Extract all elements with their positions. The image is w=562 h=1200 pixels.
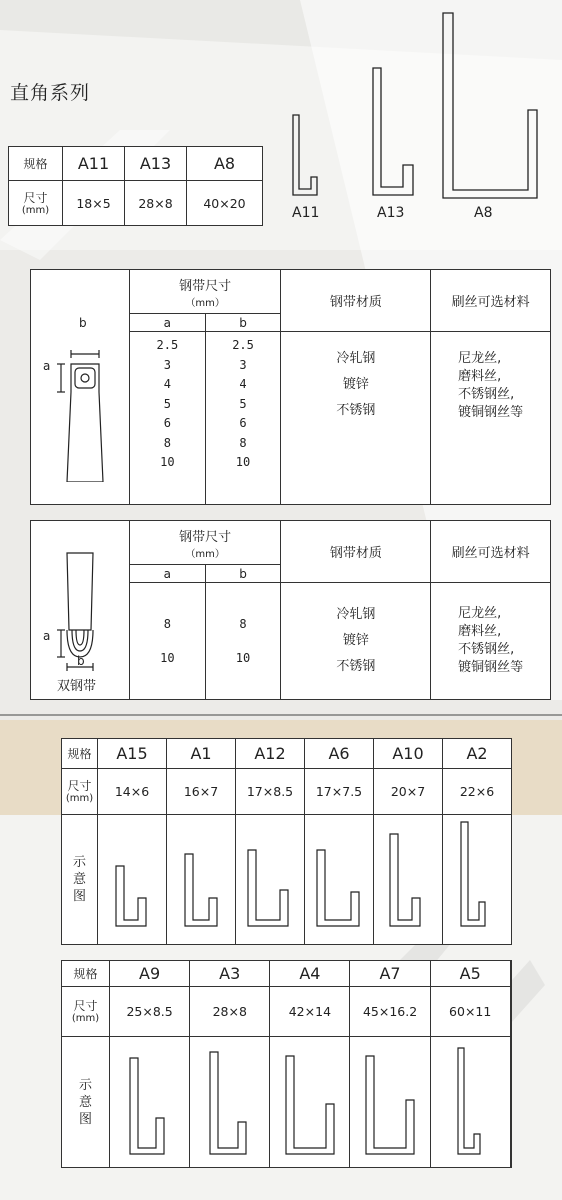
band-size-header-2	[130, 521, 281, 565]
diagram-label-b: b	[79, 316, 87, 330]
size-a11: 18×5	[63, 181, 125, 226]
unit-label-3: (mm)	[65, 793, 94, 804]
code-a7: A7	[350, 961, 430, 987]
code-a6: A6	[305, 739, 374, 769]
double-band-table	[30, 520, 551, 700]
code-a13: A13	[125, 147, 187, 181]
a-values-2: 8 10	[130, 583, 206, 700]
size-label-3: 尺寸	[67, 779, 92, 793]
col-a-header: a	[130, 314, 206, 332]
brush-header: 刷丝可选材料	[431, 270, 551, 332]
diagram-label-a: a	[43, 359, 51, 373]
size-label-4: 尺寸	[73, 999, 98, 1013]
material-header-2: 钢带材质	[281, 521, 431, 583]
size-a12: 17×8.5	[236, 769, 305, 815]
material-header: 钢带材质	[281, 270, 431, 332]
brush-header-2: 刷丝可选材料	[431, 521, 551, 583]
double-band-diagram-cell	[31, 521, 130, 700]
spec-table-4	[61, 960, 512, 1168]
spec-label-4: 规格	[62, 961, 110, 987]
size-a2: 22×6	[443, 769, 512, 815]
drawing-a3	[190, 1037, 270, 1168]
band-size-title: 钢带尺寸	[179, 278, 232, 294]
col-b-header-2: b	[205, 565, 281, 583]
col-b-header: b	[205, 314, 281, 332]
double-band-caption: 双钢带	[57, 679, 97, 694]
diagram-label-4: 示意图	[78, 1077, 92, 1127]
size-a10: 20×7	[374, 769, 443, 815]
drawing-a5	[430, 1037, 510, 1168]
code-a3: A3	[190, 961, 270, 987]
brush-options: 尼龙丝, 磨料丝, 不锈钢丝, 镀铜钢丝等	[458, 351, 524, 420]
band-size-unit-2: （mm）	[185, 548, 225, 560]
size-a9: 25×8.5	[110, 987, 190, 1037]
caption-a13: A13	[377, 205, 405, 221]
code-a9: A9	[110, 961, 190, 987]
b-values: 2.5 3 4 5 6 8 10	[205, 332, 281, 505]
code-a2: A2	[443, 739, 512, 769]
col-a-header-2: a	[130, 565, 206, 583]
profile-a13	[373, 68, 413, 195]
diagram-label-a-2: a	[43, 629, 51, 643]
drawing-a9	[110, 1037, 190, 1168]
diagram-label-b-2: b	[77, 654, 85, 668]
code-empty	[510, 961, 511, 987]
drawing-a1	[167, 815, 236, 945]
size-label-cell-3	[62, 769, 98, 815]
size-a4: 42×14	[270, 987, 350, 1037]
code-a5: A5	[430, 961, 510, 987]
size-a13: 28×8	[125, 181, 187, 226]
single-band-table	[30, 269, 551, 505]
diagram-label-cell-4	[62, 1037, 110, 1168]
drawing-a12	[236, 815, 305, 945]
drawing-a15	[98, 815, 167, 945]
drawing-a2	[443, 815, 512, 945]
drawing-a6	[305, 815, 374, 945]
size-a7: 45×16.2	[350, 987, 430, 1037]
profile-drawings-top	[285, 10, 545, 210]
drawing-empty	[510, 1037, 511, 1168]
diagram-label-cell-3	[62, 815, 98, 945]
band-size-unit: （mm）	[185, 297, 225, 309]
size-a5: 60×11	[430, 987, 510, 1037]
brush-options-cell	[431, 332, 551, 505]
drawing-a7	[350, 1037, 430, 1168]
diagram-label-3: 示意图	[72, 855, 86, 904]
caption-a8: A8	[474, 205, 493, 221]
band-size-header	[130, 270, 281, 314]
size-label-cell-4	[62, 987, 110, 1037]
size-a8: 40×20	[187, 181, 263, 226]
code-a12: A12	[236, 739, 305, 769]
size-empty	[510, 987, 511, 1037]
band-size-title-2: 钢带尺寸	[179, 529, 232, 545]
size-label-cell	[9, 181, 63, 226]
spec-label: 规格	[9, 147, 63, 181]
spec-table-3	[61, 738, 512, 945]
code-a4: A4	[270, 961, 350, 987]
size-a6: 17×7.5	[305, 769, 374, 815]
size-a15: 14×6	[98, 769, 167, 815]
drawing-a10	[374, 815, 443, 945]
a-values: 2.5 3 4 5 6 8 10	[130, 332, 206, 505]
materials-2: 冷轧钢 镀锌 不锈钢	[281, 583, 431, 700]
code-a15: A15	[98, 739, 167, 769]
code-a1: A1	[167, 739, 236, 769]
spec-label-3: 规格	[62, 739, 98, 769]
size-a1: 16×7	[167, 769, 236, 815]
single-band-diagram-cell	[31, 270, 130, 505]
materials: 冷轧钢 镀锌 不锈钢	[281, 332, 431, 505]
b-values-2: 8 10	[205, 583, 281, 700]
code-a8: A8	[187, 147, 263, 181]
series-title: 直角系列	[10, 82, 91, 104]
code-a11: A11	[63, 147, 125, 181]
size-label: 尺寸	[23, 190, 48, 205]
profile-a11	[293, 115, 317, 195]
unit-label-4: (mm)	[71, 1013, 100, 1024]
unit-label: (mm)	[21, 204, 50, 216]
size-a3: 28×8	[190, 987, 270, 1037]
caption-a11: A11	[292, 205, 320, 221]
brush-options-2: 尼龙丝, 磨料丝, 不锈钢丝, 镀铜钢丝等	[458, 606, 524, 675]
profile-a8	[443, 13, 537, 198]
drawing-a4	[270, 1037, 350, 1168]
code-a10: A10	[374, 739, 443, 769]
top-spec-table	[8, 146, 263, 226]
brush-options-cell-2	[431, 583, 551, 700]
